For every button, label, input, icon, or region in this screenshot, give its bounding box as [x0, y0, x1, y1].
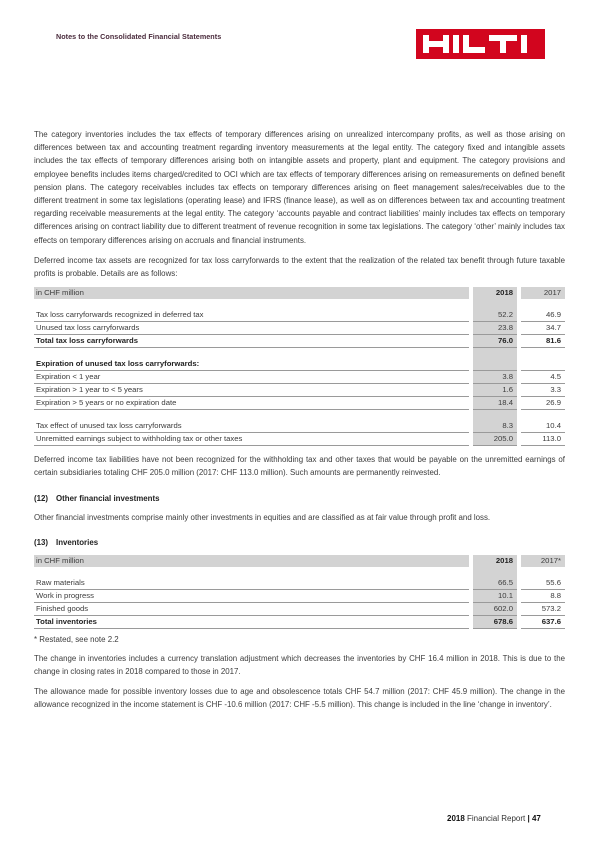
paragraph-unremitted-earnings: Deferred income tax liabilities have not been recognized for the withholding tax and other taxes that would be payable on the unremitted earnings of certain subsidiaries totaling CHF 205.0 million (2017: CHF 113.0 million). Such amounts are permanently reinvested.: [34, 455, 565, 478]
paragraph-currency-adjustment: The change in inventories includes a currency translation adjustment which decreases the inventories by CHF 16.4 million in 2018. This is due to the change in closing rates in 2018 compared to those in 2017.: [34, 653, 565, 677]
hilti-logo-icon: [423, 35, 538, 53]
table-subheading-row: Expiration of unused tax loss carryforwards:: [34, 358, 565, 371]
col-2018-header: 2018: [473, 555, 517, 567]
footnote-restated: * Restated, see note 2.2: [34, 634, 119, 644]
table-row: Work in progress 10.1 8.8: [34, 590, 565, 603]
paragraph-other-investments: Other financial investments comprise mainly other investments in equities and are classified as at fair value through profit and loss.: [34, 512, 491, 522]
page-content: [34, 128, 565, 719]
col-2017-header: 2017: [521, 287, 565, 299]
table-row: Unused tax loss carryforwards 23.8 34.7: [34, 322, 565, 335]
table-header-row: [34, 555, 565, 567]
col-2018-header: 2018: [473, 287, 517, 299]
unit-label: in CHF million: [34, 287, 469, 299]
table-row: Tax effect of unused tax loss carryforwards 8.3 10.4: [34, 420, 565, 433]
footer-separator: |: [527, 814, 530, 823]
table-row: Expiration > 5 years or no expiration date 18.4 26.9: [34, 397, 565, 410]
unit-label: in CHF million: [34, 555, 469, 567]
page-header-title: Notes to the Consolidated Financial Statements: [56, 32, 222, 41]
footer-year: 2018: [447, 814, 465, 823]
footer-report: Financial Report: [464, 814, 528, 823]
table-header-row: [34, 287, 565, 299]
hilti-logo: [416, 29, 545, 59]
table-row: Expiration > 1 year to < 5 years 1.6 3.3: [34, 384, 565, 397]
section-heading-13: (13) Inventories: [34, 537, 99, 547]
col-2017-header: 2017*: [521, 555, 565, 567]
paragraph-deferred-tax-categories: The category inventories includes the tax effects of temporary differences arising on unrealized intercompany profits, as well as those arising on differences between tax and accounting treatment regarding inventory measurements at the legal entity. The category fixed and intangible assets includes the tax effects of temporary differences arising both on intangible assets and property, plant and equipment. The category provisions and employee benefits includes items charged/credited to OCI which are tax effects of temporary differences arising on remeasurements on defined benefit pension plans. The category receivables includes tax effects on temporary differences arising on fleet management sales/receivables due to the different treatment in some tax legislations (operating lease) and IFRS (finance lease), as well as on differences between tax and accounting treatment regarding receivable measurements at the legal entity. The category ‘accounts payable and contract liabilities’ mainly includes tax effects on temporary differences arising on contract liability due to different treatment of revenue recognition in some tax legislations. The category ‘other’ mainly includes tax effects on temporary differences arising on accruals and financial instruments.: [34, 130, 565, 245]
table-row: Raw materials 66.5 55.6: [34, 577, 565, 590]
tax-loss-table: [34, 287, 565, 446]
inventories-table: [34, 555, 565, 629]
table-row-total: Total tax loss carryforwards 76.0 81.6: [34, 335, 565, 348]
table-row: Finished goods 602.0 573.2: [34, 603, 565, 616]
page-footer: [447, 814, 541, 823]
paragraph-inventory-allowance: The allowance made for possible inventory losses due to age and obsolescence totals CHF 54.7 million (2017: CHF 45.9 million). The change in the allowance recognized in the income statement is CHF -10.6 million (2017: CHF -5.5 million). This change is included in the line ‘change in inventory’.: [34, 687, 565, 710]
table-row: Expiration < 1 year 3.8 4.5: [34, 371, 565, 384]
table-row-total: Total inventories 678.6 637.6: [34, 616, 565, 629]
table-row: Tax loss carryforwards recognized in deferred tax 52.2 46.9: [34, 309, 565, 322]
section-heading-12: (12) Other financial investments: [34, 493, 160, 503]
page-number: 47: [529, 814, 541, 823]
paragraph-tax-loss-intro: Deferred income tax assets are recognized for tax loss carryforwards to the extent that the realization of the related tax benefit through future taxable profits is probable. Details are as follows:: [34, 255, 565, 279]
table-row: Unremitted earnings subject to withholding tax or other taxes 205.0 113.0: [34, 433, 565, 446]
